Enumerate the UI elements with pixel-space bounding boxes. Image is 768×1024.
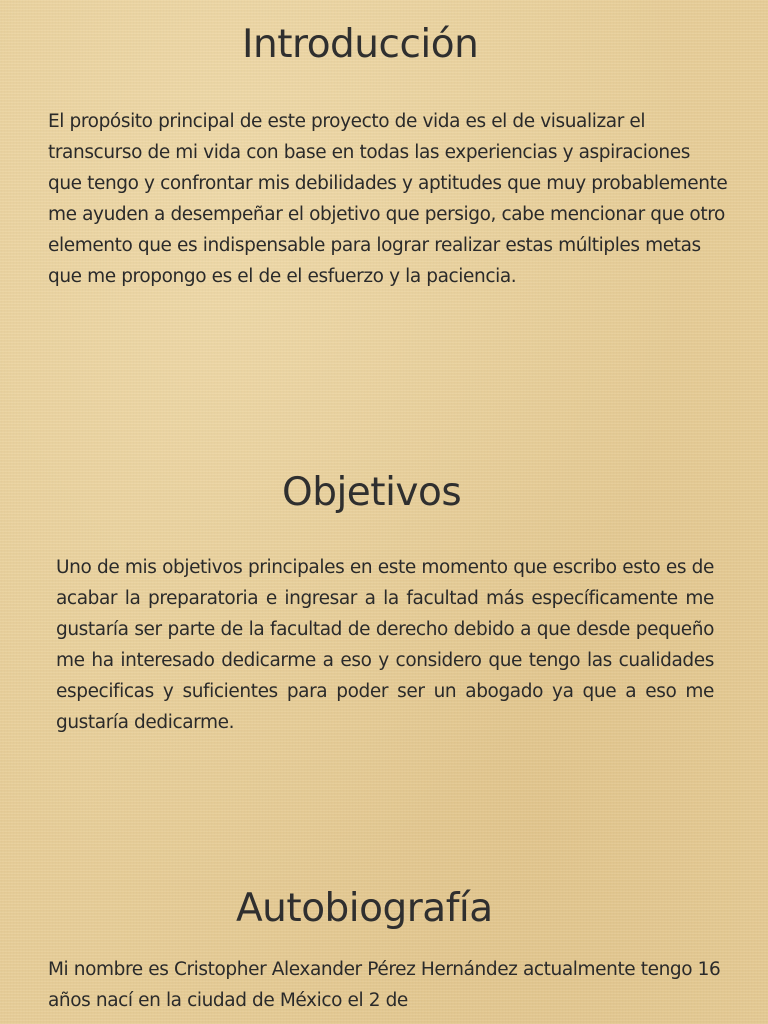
- objectives-paragraph: Uno de mis objetivos principales en este momento que escribo esto es de acabar la preparatoria e ingresar a la facultad más específicamente me gustaría ser parte de la facultad de derecho debido a que desde pequeño me ha interesado dedicarme a eso y considero que tengo las cualidades especificas y suficientes para poder ser un abogado ya que a eso me gustaría dedicarme.: [56, 557, 714, 733]
- autobiography-paragraph: Mi nombre es Cristopher Alexander Pérez Hernández actualmente tengo 16 años nací en la ciudad de México el 2 de: [48, 959, 721, 1011]
- introduction-heading: Introducción: [242, 22, 479, 67]
- autobiography-heading: Autobiografía: [236, 886, 493, 931]
- introduction-paragraph: El propósito principal de este proyecto de vida es el de visualizar el transcurso de mi vida con base en todas las experiencias y aspiraciones que tengo y confrontar mis debilidades y aptitudes que muy probablemente me ayuden a desempeñar el objetivo que persigo, cabe mencionar que otro elemento que es indispensable para lograr realizar estas múltiples metas que me propongo es el de el esfuerzo y la paciencia.: [48, 111, 728, 287]
- objectives-heading: Objetivos: [282, 470, 462, 515]
